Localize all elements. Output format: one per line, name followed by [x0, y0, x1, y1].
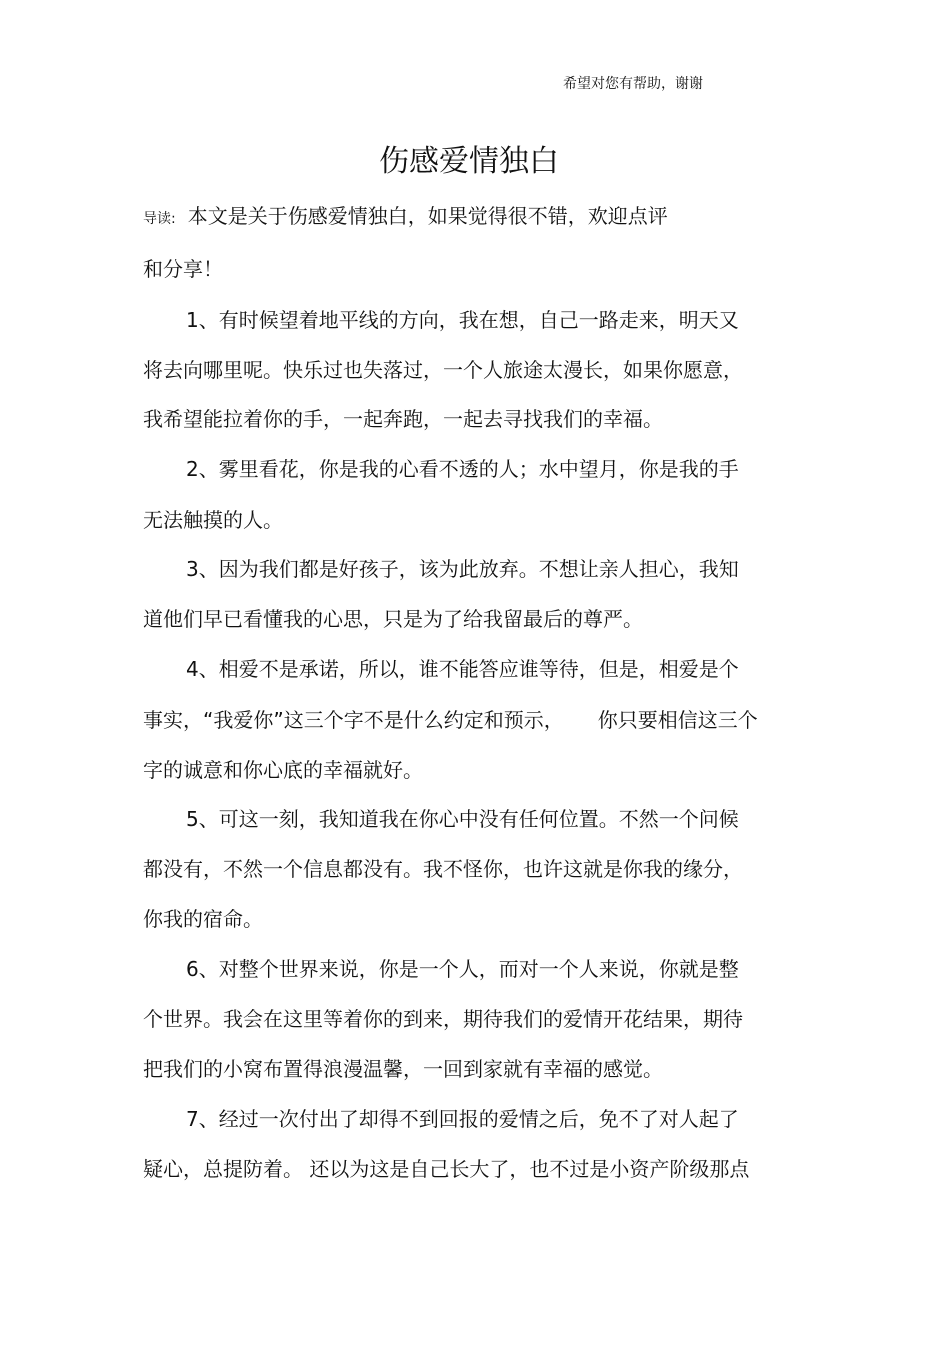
- paragraph-2-line-2: 无法触摸的人。: [143, 508, 283, 532]
- intro-text-1: 本文是关于伤感爱情独白，如果觉得很不错，欢迎点评: [187, 204, 668, 228]
- paragraph-6-line-1: 6、对整个世界来说，你是一个人，而对一个人来说，你就是整: [186, 957, 739, 981]
- paragraph-1-line-2: 将去向哪里呢。快乐过也失落过，一个人旅途太漫长，如果你愿意，: [143, 358, 743, 382]
- paragraph-1-line-3: 我希望能拉着你的手，一起奔跑，一起去寻找我们的幸福。: [143, 407, 663, 431]
- paragraph-4-line-2: [143, 706, 758, 734]
- intro-line-2: 和分享！: [143, 257, 223, 281]
- header-note: 希望对您有帮助，谢谢: [563, 76, 703, 92]
- paragraph-3-line-1: 3、因为我们都是好孩子，该为此放弃。不想让亲人担心，我知: [186, 557, 739, 581]
- paragraph-1-line-1: 1、有时候望着地平线的方向，我在想，自己一路走来，明天又: [186, 308, 739, 332]
- paragraph-5-line-2: 都没有，不然一个信息都没有。我不怪你，也许这就是你我的缘分，: [143, 857, 743, 881]
- intro-label: 导读:: [143, 211, 176, 227]
- paragraph-4-line-1: 4、相爱不是承诺，所以，谁不能答应谁等待，但是，相爱是个: [186, 657, 739, 681]
- intro-line-1: [143, 202, 668, 233]
- paragraph-3-line-2: 道他们早已看懂我的心思，只是为了给我留最后的尊严。: [143, 607, 643, 631]
- paragraph-5-line-3: 你我的宿命。: [143, 907, 263, 931]
- document-title: 伤感爱情独白: [379, 144, 559, 179]
- paragraph-4-line-2-head: 事实，“我爱你”这三个字不是什么约定和预示，: [143, 708, 564, 732]
- paragraph-6-line-3: 把我们的小窝布置得浪漫温馨，一回到家就有幸福的感觉。: [143, 1057, 663, 1081]
- paragraph-7-line-2: 疑心，总提防着。 还以为这是自己长大了，也不过是小资产阶级那点: [143, 1157, 750, 1181]
- paragraph-2-line-1: 2、雾里看花，你是我的心看不透的人；水中望月，你是我的手: [186, 457, 739, 481]
- paragraph-4-line-3: 字的诚意和你心底的幸福就好。: [143, 758, 423, 782]
- paragraph-5-line-1: 5、可这一刻，我知道我在你心中没有任何位置。不然一个问候: [186, 807, 739, 831]
- paragraph-4-line-2-tail: 你只要相信这三个: [597, 708, 758, 732]
- paragraph-7-line-1: 7、经过一次付出了却得不到回报的爱情之后，免不了对人起了: [186, 1107, 739, 1131]
- paragraph-6-line-2: 个世界。我会在这里等着你的到来，期待我们的爱情开花结果，期待: [143, 1007, 743, 1031]
